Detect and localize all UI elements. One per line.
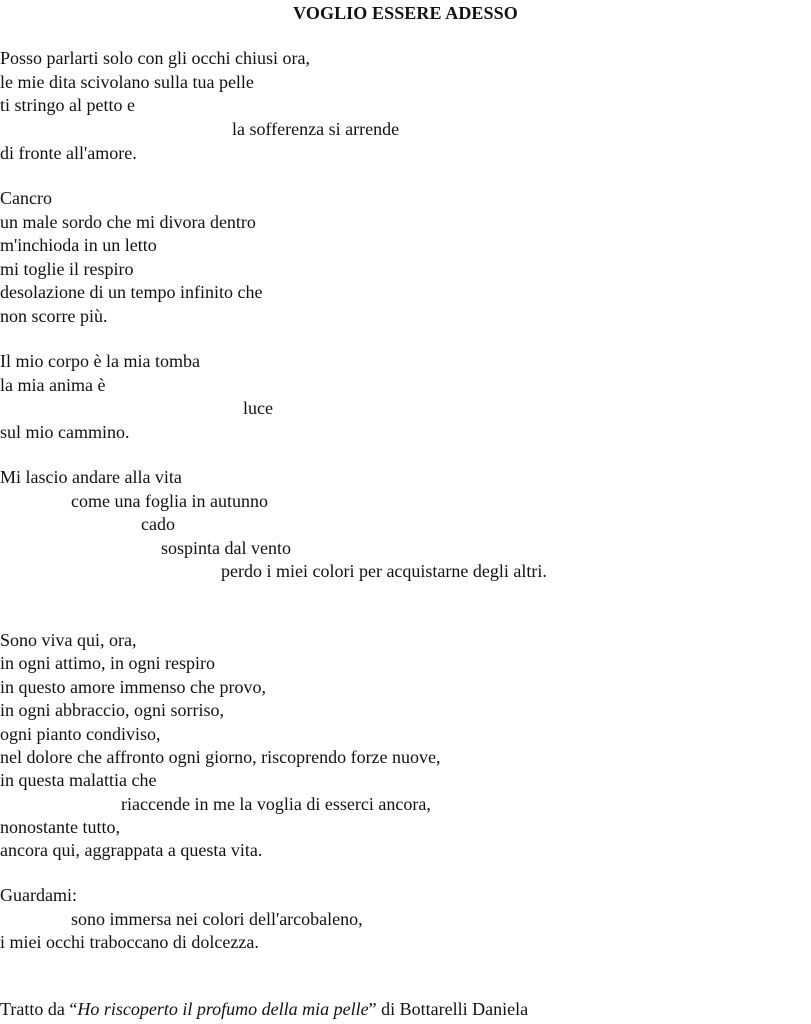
- poem-line: sul mio cammino.: [0, 422, 130, 442]
- poem-line: Sono viva qui, ora,: [0, 630, 137, 650]
- poem-line: Posso parlarti solo con gli occhi chiusi ora,: [0, 48, 310, 68]
- poem-line: sospinta dal vento: [161, 538, 291, 558]
- poem-line: Mi lascio andare alla vita: [0, 467, 182, 487]
- poem-line: la mia anima è: [0, 375, 106, 395]
- poem-line: desolazione di un tempo infinito che: [0, 282, 263, 302]
- poem-line: un male sordo che mi divora dentro: [0, 212, 256, 232]
- poem-line: nonostante tutto,: [0, 817, 120, 837]
- poem-line: sono immersa nei colori dell'arcobaleno,: [71, 909, 363, 929]
- poem-line: in ogni attimo, in ogni respiro: [0, 653, 215, 673]
- credit-prefix: Tratto da “: [0, 999, 78, 1019]
- poem-line: i miei occhi traboccano di dolcezza.: [0, 932, 259, 952]
- poem-line: in questa malattia che: [0, 770, 157, 790]
- poem-line: luce: [243, 398, 273, 418]
- poem-title: VOGLIO ESSERE ADESSO: [293, 3, 518, 23]
- poem-line: cado: [141, 514, 175, 534]
- poem-line: m'inchioda in un letto: [0, 235, 157, 255]
- poem-line: Guardami:: [0, 885, 77, 905]
- credit-suffix: ” di Bottarelli Daniela: [368, 999, 529, 1019]
- credit-book-title: Ho riscoperto il profumo della mia pelle: [77, 999, 369, 1019]
- poem-line: non scorre più.: [0, 306, 108, 326]
- poem-line: Il mio corpo è la mia tomba: [0, 351, 200, 371]
- poem-line: perdo i miei colori per acquistarne degli altri.: [221, 561, 547, 581]
- poem-line: Cancro: [0, 188, 52, 208]
- poem-line: di fronte all'amore.: [0, 143, 137, 163]
- poem-line: riaccende in me la voglia di esserci ancora,: [121, 794, 431, 814]
- poem-line: ancora qui, aggrappata a questa vita.: [0, 840, 263, 860]
- poem-line: mi toglie il respiro: [0, 259, 134, 279]
- poem-line: in questo amore immenso che provo,: [0, 677, 266, 697]
- poem-line: ogni pianto condiviso,: [0, 724, 161, 744]
- poem-line: le mie dita scivolano sulla tua pelle: [0, 72, 254, 92]
- poem-line: la sofferenza si arrende: [232, 119, 400, 139]
- poem-line: ti stringo al petto e: [0, 95, 135, 115]
- poem-line: come una foglia in autunno: [71, 491, 268, 511]
- poem-line: nel dolore che affronto ogni giorno, riscoprendo forze nuove,: [0, 747, 441, 767]
- source-credit: [0, 997, 528, 1021]
- poem-line: in ogni abbraccio, ogni sorriso,: [0, 700, 224, 720]
